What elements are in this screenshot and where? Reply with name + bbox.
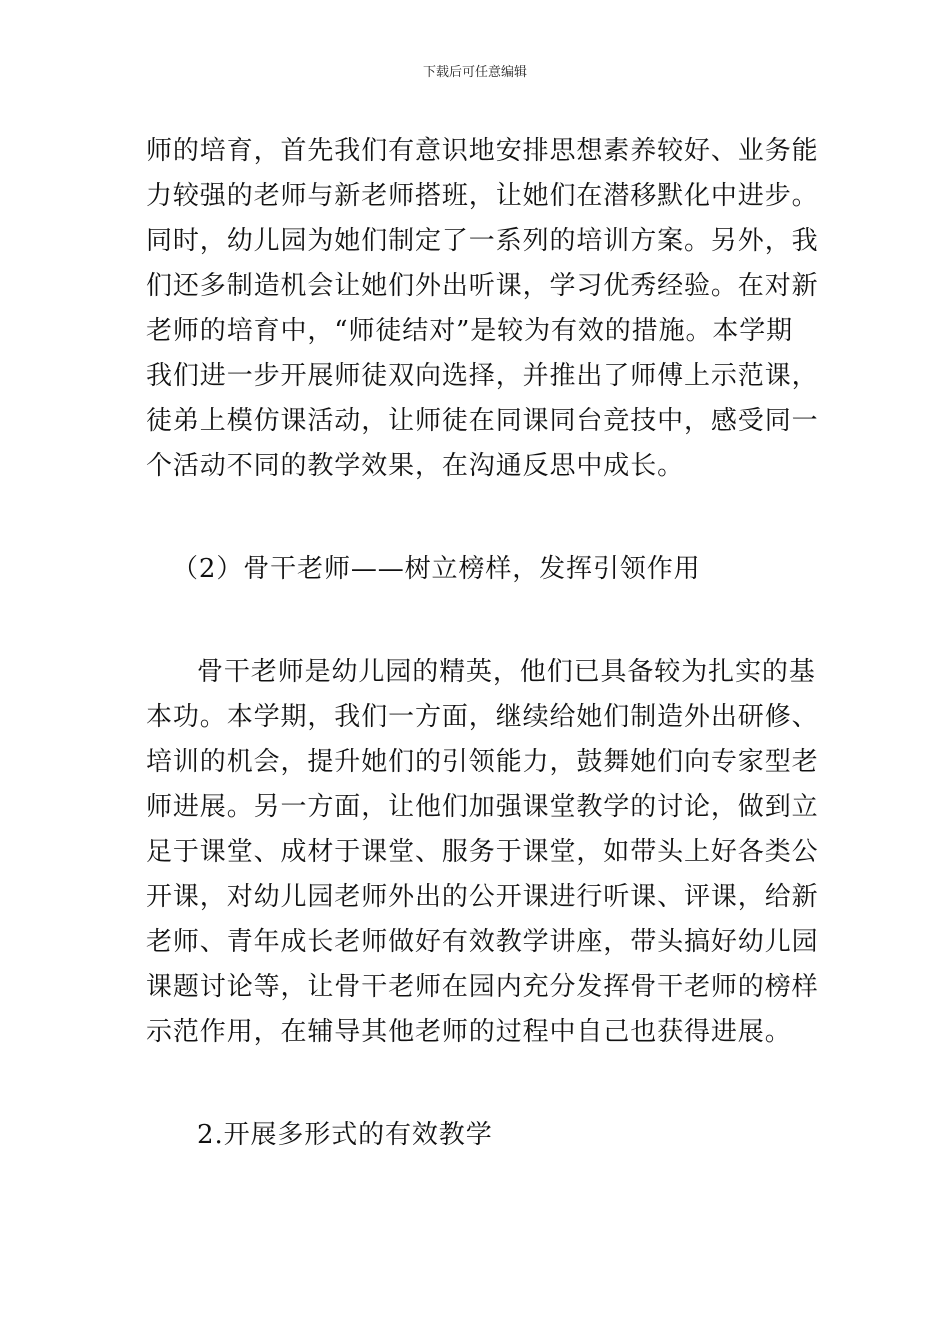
body-line: 力较强的老师与新老师搭班，让她们在潜移默化中进步。 — [146, 181, 819, 211]
body-line: 足于课堂、成材于课堂、服务于课堂，如带头上好各类公 — [146, 837, 819, 867]
section-heading: 2.开展多形式的有效教学 — [197, 1120, 493, 1150]
body-line: 开课，对幼儿园老师外出的公开课进行听课、评课，给新 — [146, 882, 819, 912]
body-line: 徒弟上模仿课活动，让师徒在同课同台竞技中，感受同一 — [146, 406, 819, 436]
body-line: 们还多制造机会让她们外出听课，学习优秀经验。在对新 — [146, 271, 819, 301]
body-line: 骨干老师是幼儿园的精英，他们已具备较为扎实的基 — [197, 657, 816, 687]
body-line: 个活动不同的教学效果，在沟通反思中成长。 — [146, 451, 685, 481]
body-line: 示范作用，在辅导其他老师的过程中自己也获得进展。 — [146, 1017, 792, 1047]
body-line: 我们进一步开展师徒双向选择，并推出了师傅上示范课， — [146, 361, 819, 391]
body-line: 师的培育，首先我们有意识地安排思想素养较好、业务能 — [146, 136, 819, 166]
body-line: 培训的机会，提升她们的引领能力，鼓舞她们向专家型老 — [146, 747, 819, 777]
body-line: 老师的培育中，“师徒结对”是较为有效的措施。本学期 — [146, 316, 794, 346]
section-heading: （2）骨干老师——树立榜样，发挥引领作用 — [172, 554, 701, 584]
body-line: 师进展。另一方面，让他们加强课堂教学的讨论，做到立 — [146, 792, 819, 822]
page-header: 下载后可任意编辑 — [422, 65, 527, 80]
body-line: 课题讨论等，让骨干老师在园内充分发挥骨干老师的榜样 — [146, 972, 819, 1002]
body-line: 老师、青年成长老师做好有效教学讲座，带头搞好幼儿园 — [146, 927, 819, 957]
body-line: 本功。本学期，我们一方面，继续给她们制造外出研修、 — [146, 702, 819, 732]
body-line: 同时，幼儿园为她们制定了一系列的培训方案。另外，我 — [146, 226, 819, 256]
